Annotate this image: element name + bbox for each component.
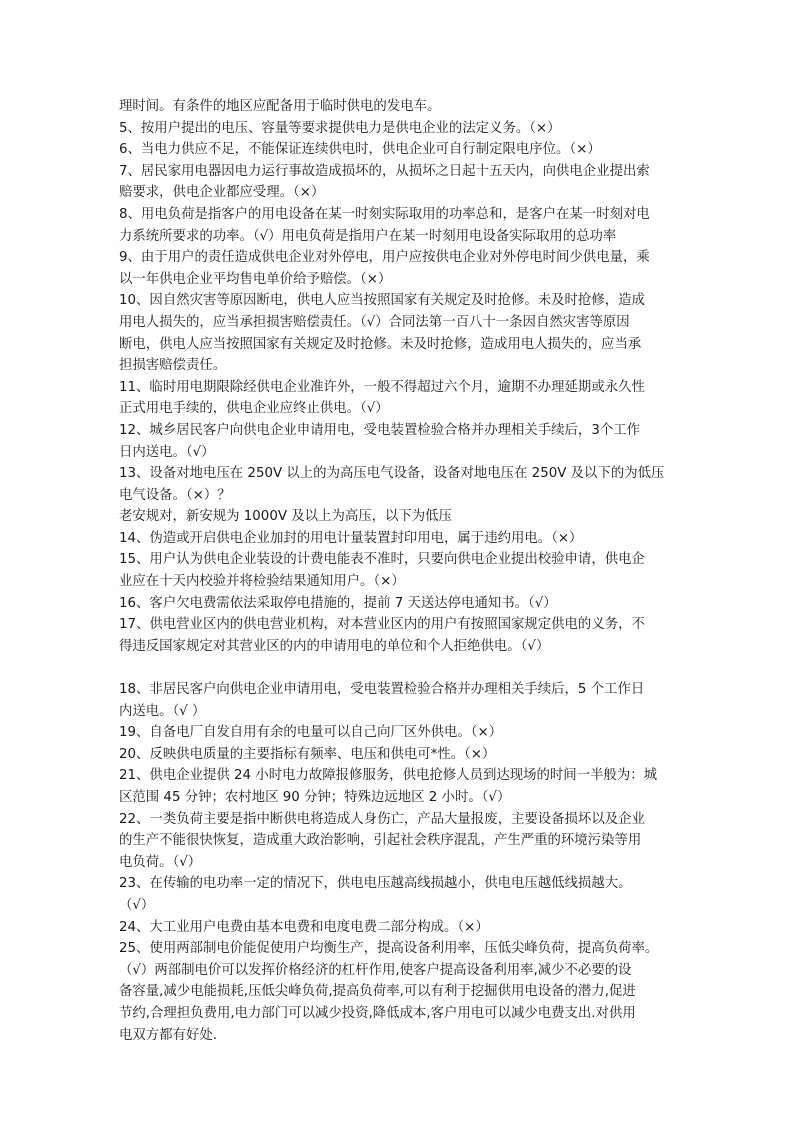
text-line: 19、自备电厂自发自用有余的电量可以自己向厂区外供电。（×）: [119, 725, 503, 741]
text-line: 7、居民家用电器因电力运行事故造成损坏的，从损坏之日起十五天内，向供电企业提出索: [119, 163, 650, 179]
text-line: 电负荷。（√）: [119, 854, 202, 870]
text-line: 日内送电。（√）: [119, 444, 215, 460]
text-line: 24、大工业用户电费由基本电费和电度电费二部分构成。（×）: [119, 919, 489, 935]
text-line: 10、因自然灾害等原因断电，供电人应当按照国家有关规定及时抢修。未及时抢修，造成: [119, 293, 645, 309]
text-line: 22、一类负荷主要是指中断供电将造成人身伤亡，产品大量报废，主要设备损坏以及企业: [119, 811, 645, 827]
text-line: 9、由于用户的责任造成供电企业对外停电，用户应按供电企业对外停电时间少供电量，乘: [119, 250, 650, 266]
text-line: 电气设备。（×）？: [119, 487, 231, 503]
text-line: 断电，供电人应当按照国家有关规定及时抢修。未及时抢修，造成用电人损失的，应当承: [119, 336, 642, 352]
text-line: 12、城乡居民客户向供电企业申请用电，受电装置检验合格并办理相关手续后，3个工作: [119, 422, 641, 438]
text-line: 业应在十天内校验并将检验结果通知用户。（×）: [119, 574, 405, 590]
text-line: 节约,合理担负费用,电力部门可以减少投资,降低成本,客户用电可以减少电费支出.对供用: [119, 1005, 636, 1021]
text-line: 备容量,减少电能损耗,压低尖峰负荷,提高负荷率,可以有利于挖掘供用电设备的潜力,促进: [119, 984, 636, 1000]
text-line: 8、用电负荷是指客户的用电设备在某一时刻实际取用的功率总和，是客户在某一时刻对电: [119, 206, 650, 222]
text-line: 14、伪造或开启供电企业加封的用电计量装置封印用电，属于违约用电。（×）: [119, 530, 583, 546]
text-line: 21、供电企业提供 24 小时电力故障报修服务，供电抢修人员到达现场的时间一半般为：城: [119, 768, 658, 784]
document-page: [119, 96, 679, 1046]
text-line: （√）: [119, 897, 155, 913]
text-line: 23、在传输的电功率一定的情况下，供电电压越高线损越小，供电电压越低线损越大。: [119, 876, 632, 892]
blank-line: [119, 657, 679, 679]
text-line: 赔要求，供电企业都应受理。（×）: [119, 185, 325, 201]
text-line: （√）两部制电价可以发挥价格经济的杠杆作用,使客户提高设备利用率,减少不必要的设: [119, 962, 632, 978]
text-line: 16、客户欠电费需依法采取停电措施的，提前 7 天送达停电通知书。（√）: [119, 595, 557, 611]
text-line: 的生产不能很快恢复，造成重大政治影响，引起社会秩序混乱，产生严重的环境污染等用: [119, 833, 642, 849]
text-line: 理时间。有条件的地区应配备用于临时供电的发电车。: [119, 99, 441, 114]
text-line: 力系统所要求的功率。（√）用电负荷是指用户在某一时刻用电设备实际取用的总功率: [119, 228, 617, 244]
text-line: 25、使用两部制电价能促使用户均衡生产，提高设备利用率，压低尖峰负荷，提高负荷率。: [119, 941, 659, 957]
text-line: 用电人损失的，应当承担损害赔偿责任。（√）合同法第一百八十一条因自然灾害等原因: [119, 314, 630, 330]
text-line: 得违反国家规定对其营业区的内的申请用电的单位和个人拒绝供电。（√）: [119, 638, 550, 654]
text-line: 17、供电营业区内的供电营业机构，对本营业区内的用户有按照国家规定供电的义务，不: [119, 617, 645, 633]
text-line: 20、反映供电质量的主要指标有频率、电压和供电可*性。（×）: [119, 746, 496, 762]
text-line: 18、非居民客户向供电企业申请用电，受电装置检验合格并办理相关手续后，5 个工作日: [119, 682, 645, 698]
text-line: 5、按用户提出的电压、容量等要求提供电力是供电企业的法定义务。（×）: [119, 120, 561, 136]
text-line: 内送电。（√ ）: [119, 703, 206, 719]
text-line: 老安规对，新安规为 1000V 及以上为高压，以下为低压: [119, 509, 452, 525]
text-line: 正式用电手续的，供电企业应终止供电。（√）: [119, 401, 389, 417]
text-line: 11、临时用电期限除经供电企业准许外，一般不得超过六个月，逾期不办理延期或永久性: [119, 379, 645, 395]
text-line: 13、设备对地电压在 250V 以上的为高压电气设备，设备对地电压在 250V 及以下的为低压: [119, 466, 665, 482]
text-line: 电双方都有好处.: [119, 1027, 217, 1043]
text-line: 担损害赔偿责任。: [119, 358, 227, 374]
text-line: 6、当电力供应不足，不能保证连续供电时，供电企业可自行制定限电序位。（×）: [119, 142, 601, 158]
text-line: 15、用户认为供电企业装设的计费电能表不准时，只要向供电企业提出校验申请，供电企: [119, 552, 645, 568]
text-line: 区范围 45 分钟；农村地区 90 分钟；特殊边远地区 2 小时。（√）: [119, 790, 511, 805]
text-line: 以一年供电企业平均售电单价给予赔偿。（×）: [119, 271, 392, 287]
